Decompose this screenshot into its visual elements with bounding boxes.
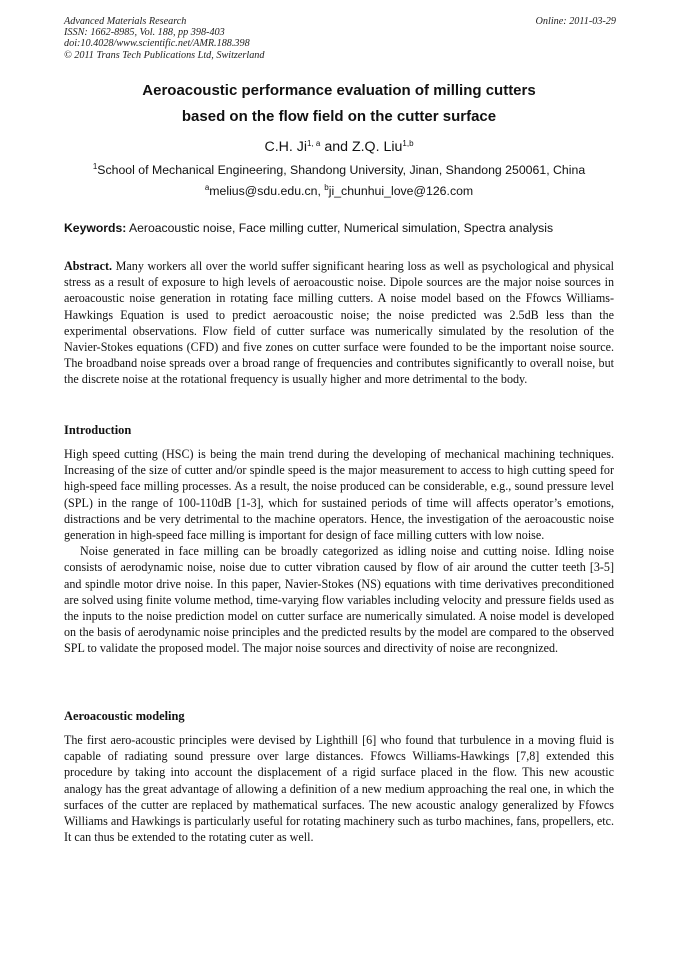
keywords	[64, 221, 624, 235]
email-a-mark: a	[204, 183, 210, 192]
introduction-paragraph-2: Noise generated in face milling can be broadly categorized as idling noise and cutting noise. Idling noise consists of aerodynamic noise, noise due to cutter vibration caused by flow of air around the cutter teeth [3-5] and spindle motor drive noise. In this paper, Navier-Stokes (NS) equations with time derivatives preconditioned are solved using finite volume method, time-varying flow variables including velocity and pressure fields used as the inputs to the noise prediction model on cutter surface are numerically simulated. A noise model is developed on the basis of aerodynamic noise principles and the predicted results by the model are compared to the observed SPL to validate the proposed model. The major noise sources and directivity of noise are recongnized.	[64, 544, 614, 656]
author-2-affiliation-mark: 1,b	[402, 139, 414, 148]
aeroacoustic-modeling-section	[64, 732, 614, 845]
keywords-text: Aeroacoustic noise, Face milling cutter, Numerical simulation, Spectra analysis	[126, 221, 554, 235]
email-a: melius@sdu.edu.cn,	[209, 184, 321, 198]
journal-header	[64, 16, 616, 61]
affiliation-text: School of Mechanical Engineering, Shandong University, Jinan, Shandong 250061, China	[97, 163, 586, 177]
author-2-name: Z.Q. Liu	[351, 139, 403, 155]
author-1-name: C.H. Ji	[264, 139, 308, 155]
paper-title-line-2: based on the flow field on the cutter surface	[181, 108, 497, 125]
copyright-line: © 2011 Trans Tech Publications Ltd, Switzerland	[64, 49, 265, 61]
introduction-paragraph-1: High speed cutting (HSC) is being the main trend during the developing of mechanical machining techniques. Increasing of the size of cutter and/or spindle speed is the major measurement to access to high cutting speed for high-speed face milling processes. As a result, the noise produced can be considerable, e.g., sound pressure level (SPL) in the range of 100-110dB [1-3], which for sustained periods of time will affects operator’s emotions, distractions and be very detrimental to the machine operators. Hence, the investigation of the aeroacoustic noise generation in high-speed face milling is important for design of face milling cutters with low noise.	[64, 447, 614, 543]
keywords-label: Keywords:	[64, 221, 127, 235]
online-date: Online: 2011-03-29	[535, 16, 616, 27]
email-b-mark: b	[324, 183, 329, 192]
introduction-section	[64, 446, 614, 657]
author-list	[40, 139, 638, 155]
abstract-label: Abstract.	[64, 259, 113, 273]
author-conjunction: and	[320, 139, 352, 155]
doi-line: doi:10.4028/www.scientific.net/AMR.188.398	[64, 38, 250, 50]
affiliation	[40, 163, 638, 177]
abstract-text: Many workers all over the world suffer significant hearing loss as well as psychological and physical stress as a result of exposure to high levels of aeroacoustic noise. Dipole sources are the major noise sources in aeroacoustic noise generation in rotating face milling cutters. A noise model based on the Ffowcs Williams-Hawkings Equation is used to predict aeroacoustic noise; the noise predicted was 2.5dB less than the experimental observations. Flow field of cutter surface was numerically simulated by the resolution of the Navier-Stokes equations (CFD) and five zones on cutter surface were founded to be the important noise source. The broadband noise spreads over a broad range of frequencies and contributes significantly to overall noise, but the discrete noise at the rotational frequency is usually higher and more detrimental to the body.	[64, 259, 614, 387]
author-emails	[40, 184, 638, 198]
issn-line: ISSN: 1662-8985, Vol. 188, pp 398-403	[64, 27, 225, 39]
aeroacoustic-modeling-heading: Aeroacoustic modeling	[64, 709, 185, 723]
journal-name: Advanced Materials Research	[64, 16, 187, 27]
email-b: ji_chunhui_love@126.com	[328, 184, 474, 198]
paper-title-line-1: Aeroacoustic performance evaluation of milling cutters	[142, 82, 536, 99]
aeroacoustic-paragraph-1: The first aero-acoustic principles were devised by Lighthill [6] who found that turbulence in a moving fluid is capable of radiating sound pressure over large distances. Ffowcs Williams-Hawkings [7,8] extended this procedure by taking into account the displacement of a rigid surface placed in the flow. This new acoustic analogy has the great advantage of allowing a definition of a new medium approaching the real one, in which the surfaces of the cutter are replaced by mathematical surfaces. The new acoustic analogy generalized by Ffowcs Williams and Hawkings is particularly useful for rotating machinery such as turbo machines, fans, propellers, etc. It can thus be extended to the rotating cuter as well.	[64, 733, 614, 845]
author-1-affiliation-mark: 1, a	[307, 139, 321, 148]
introduction-heading: Introduction	[64, 423, 132, 437]
affiliation-mark: 1	[92, 162, 98, 171]
abstract	[64, 258, 614, 388]
